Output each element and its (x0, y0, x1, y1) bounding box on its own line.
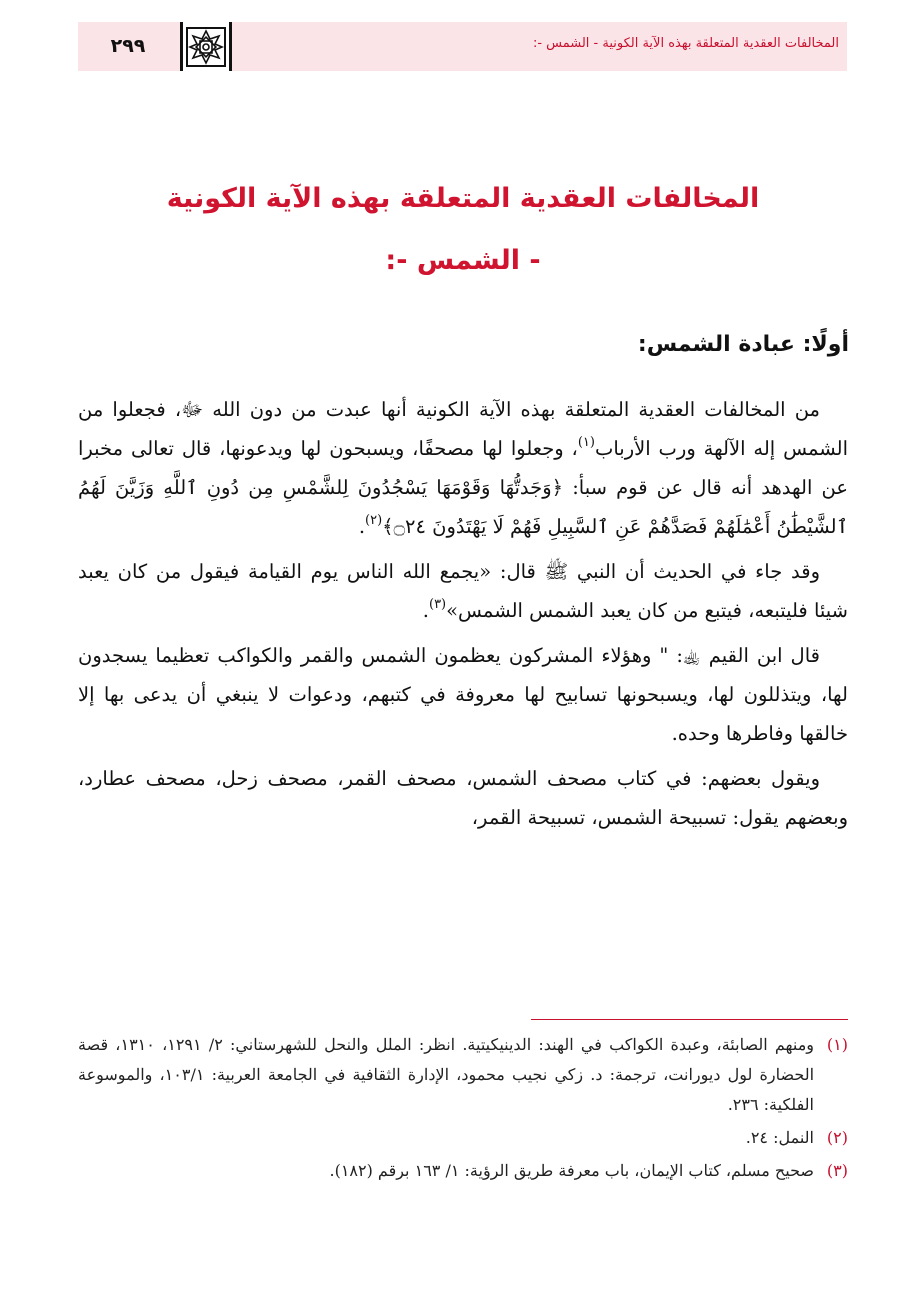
footnote-1 (78, 1030, 848, 1120)
paragraph-1-text-b: ، وجعلوا لها مصحفًا، ويسبحون لها ويدعونها، قال تعالى مخبرا عن الهدهد أنه قال عن قوم سبأ: (78, 437, 848, 499)
footnote-number: (٣) (826, 1161, 848, 1180)
chapter-title-line-2: - الشمس -: (385, 245, 541, 276)
footnote-text: ومنهم الصابئة، وعبدة الكواكب في الهند: الدينيكيتية. انظر: الملل والنحل للشهرستاني: ٢/ ١٢٩١، ١٣١٠، قصة الحضارة لول ديورانت، ترجمة: د. زكي نجيب محمود، الإدارة الثقافية في الجامعة العربية: ١٠٣/١، والموسوعة الفلكية: ٢٣٦. (78, 1035, 815, 1114)
section-heading: أولًا: عبادة الشمس: (637, 332, 849, 357)
footnote-ref-1[interactable]: (١) (577, 435, 595, 450)
paragraph-3: قال ابن القيم ﵀: " وهؤلاء المشركون يعظمون الشمس والقمر والكواكب تعظيما يسجدون لها، ويتذللون لها، ويسبحونها تسابيح لها معروفة في كتبهم، ودعوات لا ينبغي أن يدعى بها إلا خالقها وفاطرها وحده. (78, 644, 848, 745)
footnotes (78, 1030, 848, 1186)
footnote-text: صحيح مسلم، كتاب الإيمان، باب معرفة طريق الرؤية: ١/ ١٦٣ برقم (١٨٢). (329, 1161, 814, 1180)
footnote-divider (531, 1019, 848, 1020)
paragraph-1 (78, 390, 848, 546)
chapter-title (78, 168, 848, 292)
paragraph-2 (78, 552, 848, 630)
geometric-star-ornament-icon (180, 22, 232, 71)
running-title: المخالفات العقدية المتعلقة بهذه الآية الكونية - الشمس -: (532, 36, 839, 51)
paragraph-4: ويقول بعضهم: في كتاب مصحف الشمس، مصحف القمر، مصحف زحل، مصحف عطارد، وبعضهم يقول: تسبيحة الشمس، تسبيحة القمر، (78, 767, 848, 829)
footnote-ref-3[interactable]: (٣) (428, 597, 447, 612)
star-pattern-icon (186, 27, 226, 67)
footnote-ref-2[interactable]: (٢) (365, 513, 383, 528)
page-header (78, 22, 847, 71)
footnote-text: النمل: ٢٤. (745, 1128, 814, 1147)
paragraph-1-text-a: من المخالفات العقدية المتعلقة بهذه الآية الكونية أنها عبدت من دون الله ﷻ، فجعلوا من الشمس إله الآلهة ورب الأرباب (78, 398, 848, 460)
body-text (78, 390, 848, 843)
quran-verse: ﴿وَجَدتُّهَا وَقَوْمَهَا يَسْجُدُونَ لِلشَّمْسِ مِن دُونِ ٱللَّهِ وَزَيَّنَ لَهُمُ ٱلشَّيْطَٰنُ أَعْمَٰلَهُمْ فَصَدَّهُمْ عَنِ ٱلسَّبِيلِ فَهُمْ لَا يَهْتَدُونَ ۝٢٤﴾ (78, 476, 848, 538)
footnote-number: (٢) (826, 1128, 848, 1147)
footnote-number: (١) (826, 1035, 848, 1054)
footnote-2 (78, 1123, 848, 1153)
footnote-3 (78, 1156, 848, 1186)
paragraph-2-text: وقد جاء في الحديث أن النبي ﷺ قال: «يجمع الله الناس يوم القيامة فيقول من كان يعبد شيئا فليتبعه، فيتبع من كان يعبد الشمس الشمس» (78, 560, 848, 622)
paragraph-1-end: . (358, 515, 366, 538)
page-number: ٢٩٩ (110, 35, 146, 57)
chapter-title-line-1: المخالفات العقدية المتعلقة بهذه الآية الكونية (166, 183, 760, 214)
paragraph-2-end: . (422, 599, 429, 622)
